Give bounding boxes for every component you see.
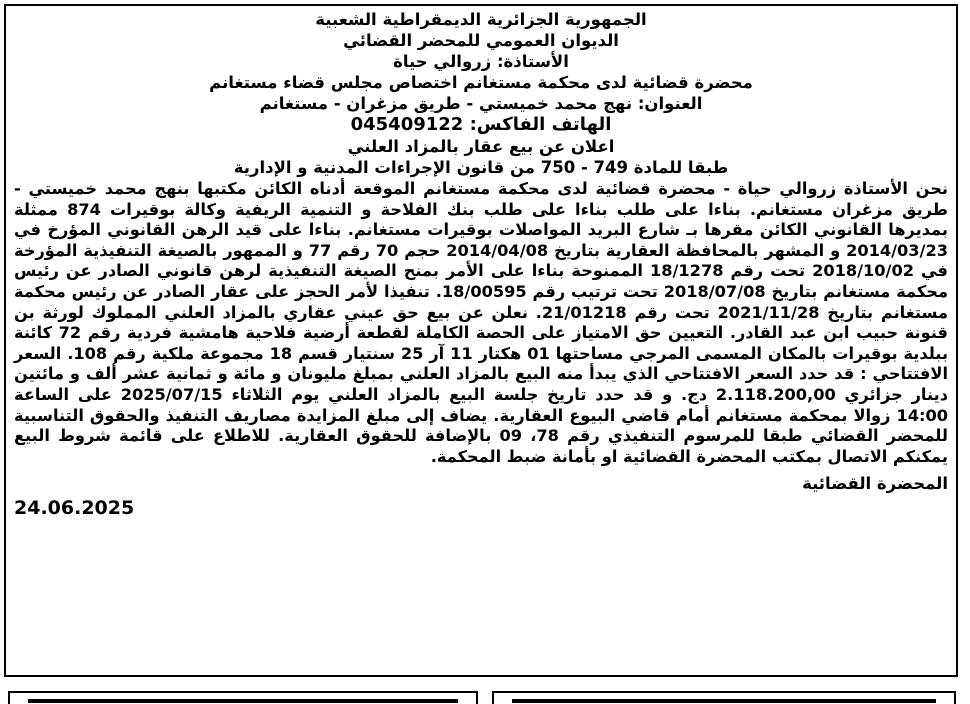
phone-fax-line: الهاتف الفاكس: 045409122	[350, 114, 612, 135]
notice-date: 24.06.2025	[14, 497, 135, 520]
auction-notice	[4, 4, 958, 677]
republic-title: الجمهورية الجزائرية الديمقراطية الشعبية	[315, 10, 647, 29]
announcement-title: اعلان عن بيع عقار بالمزاد العلني	[347, 137, 615, 156]
jurisdiction-line: محضرة قضائية لدى محكمة مستغانم اختصاص مجلس قضاء مستغانم	[209, 73, 753, 92]
next-notice-box-left	[8, 691, 478, 704]
next-notice-box-right	[492, 691, 956, 704]
signoff-label: المحضرة القضائية	[802, 474, 948, 494]
header-rule	[28, 699, 458, 703]
notice-body: نحن الأستاذة زروالي حياة - محضرة قضائية لدى محكمة مستغانم الموقعة أدناه الكائن مكتبها بنهج محمد خميستي - طريق مزغران مستغانم. بناءا على طلب بناءا على طلب بنك الفلاحة و التنمية الريفية وكالة بوقيرات 874 ممثلة بمديرها القانوني الكائن مقرها بـ شارع البريد المواصلات بوقيرات مستغانم. بناءا على قيد الرهن القانوني المؤرخ في 2014/03/23 و المشهر بالمحافظة العقارية بتاريخ 2014/04/08 حجم 70 رقم 77 و الممهور بالصيغة التنفيذية المؤرخة في 2018/10/02 تحت رقم 18/1278 الممنوحة بناءا على الأمر بمنح الصيغة التنفيذية لرهن قانوني الصادر عن رئيس محكمة مستغانم بتاريخ 2018/07/08 تحت ترتيب رقم 18/00595. تنفيذا لأمر الحجز على عقار الصادر عن رئيس محكمة مستغانم بتاريخ 2021/11/28 تحت رقم 21/01218. نعلن عن بيع حق عيني عقاري بالمزاد العلني المملوك لورثة بن قنونة حبيب ابن عبد القادر. التعيين حق الامتياز على الحصة الكاملة لقطعة أرضية فلاحية هامشية فردية رقم 72 كائنة ببلدية بوقيرات بالمكان المسمى المرجي مساحتها 01 هكتار 11 آر 25 سنتيار قسم 18 مجموعة ملكية رقم 108. السعر الافتتاحي : قد حدد السعر الافتتاحي الذي يبدأ منه البيع بالمزاد العلني بمبلغ مليونان و مائة و ثمانية عشر ألف و مائتين دينار جزائري 2.118.200,00 دج. و قد حدد تاريخ جلسة البيع بالمزاد العلني يوم الثلاثاء 2025/07/15 على الساعة 14:00 زوالا بمحكمة مستغانم أمام قاضي البيوع العقارية. يضاف إلى مبلغ المزايدة مصاريف التنفيذ والحقوق التناسبية للمحضر القضائي طبقا للمرسوم التنفيذي رقم 78، 09 بالإضافة للحقوق العقارية. للاطلاع على قائمة شروط البيع يمكنكم الاتصال بمكتب المحضرة القضائية او بأمانة ضبط المحكمة.	[14, 179, 949, 466]
office-title: الديوان العمومي للمحضر القضائي	[343, 31, 619, 50]
bailiff-name: الأستاذة: زروالي حياة	[393, 52, 569, 71]
header-rule	[512, 699, 936, 703]
legal-basis-line: طبقا للمادة 749 - 750 من قانون الإجراءات المدنية و الإدارية	[233, 158, 729, 177]
notice-header	[14, 9, 948, 178]
address-line: العنوان: نهج محمد خميستي - طريق مزغران - مستغانم	[259, 94, 703, 113]
